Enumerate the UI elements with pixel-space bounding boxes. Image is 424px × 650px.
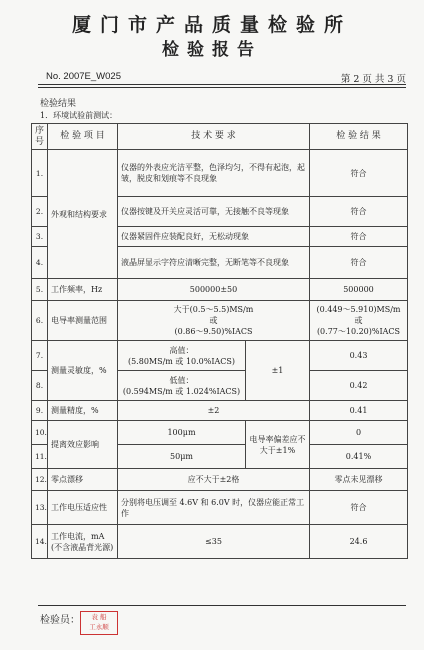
req-cell: 低值： (0.594MS/m 或 1.024%IACS)	[118, 371, 246, 401]
row-no: 2.	[32, 197, 48, 227]
table-row	[32, 421, 408, 445]
section-title: 检验结果	[40, 99, 77, 109]
tolerance-cell: ±1	[246, 341, 310, 401]
req-cell: 高值： (5.80MS/m 或 10.0%IACS)	[118, 341, 246, 371]
inspector-label: 检验员：	[40, 615, 80, 626]
header-result: 检 验 结 果	[310, 124, 408, 150]
item-cell: 测量灵敏度，%	[48, 341, 118, 401]
table-row	[32, 491, 408, 525]
page-number: 第 2 页 共 3 页	[340, 74, 406, 85]
result-cell: 零点未见漂移	[310, 469, 408, 491]
row-no: 1.	[32, 150, 48, 197]
result-cell: 0.42	[310, 371, 408, 401]
req-cell: 分别将电压调至 4.6V 和 6.0V 时，仪器应能正常工作	[118, 491, 310, 525]
item-cell: 外观和结构要求	[48, 150, 118, 279]
row-no: 6.	[32, 301, 48, 341]
report-number: No. 2007E_W025	[46, 71, 121, 82]
result-cell: 符合	[310, 150, 408, 197]
row-no: 8.	[32, 371, 48, 401]
tolerance-cell: 电导率偏差应不大于±1%	[246, 421, 310, 469]
row-no: 9.	[32, 401, 48, 421]
results-table	[31, 123, 408, 559]
footer-divider	[38, 605, 406, 606]
table-row	[32, 150, 408, 197]
table-row	[32, 469, 408, 491]
header-seq: 序号	[32, 124, 48, 150]
item-cell: 工作电流，mA (不含液晶背光源)	[48, 525, 118, 559]
row-no: 7.	[32, 341, 48, 371]
section-subtitle: 1．环境试验前测试：	[40, 111, 118, 120]
row-no: 3.	[32, 227, 48, 247]
report-subtitle: 检验报告	[162, 40, 262, 60]
req-cell: 50μm	[118, 445, 246, 469]
req-cell: ≤35	[118, 525, 310, 559]
inspector-stamp: 袁 船 工永顺	[80, 611, 118, 635]
table-row	[32, 525, 408, 559]
row-no: 10.	[32, 421, 48, 445]
result-cell: 符合	[310, 227, 408, 247]
report-title: 厦门市产品质量检验所	[71, 14, 352, 36]
header-divider-thin	[38, 87, 406, 88]
req-cell: 仪器的外表应光洁平整，色泽均匀，不得有起泡，起皱，脱皮和划痕等不良现象	[118, 150, 310, 197]
result-cell: (0.449～5.910)MS/m 或 (0.77～10.20)%IACS	[310, 301, 408, 341]
item-cell: 提离效应影响	[48, 421, 118, 469]
result-cell: 符合	[310, 197, 408, 227]
row-no: 13.	[32, 491, 48, 525]
req-cell: ±2	[118, 401, 310, 421]
req-cell: 应不大于±2格	[118, 469, 310, 491]
table-row	[32, 401, 408, 421]
result-cell: 500000	[310, 279, 408, 301]
req-cell: 液晶屏显示字符应清晰完整，无断笔等不良现象	[118, 247, 310, 279]
result-cell: 0.41%	[310, 445, 408, 469]
header-item: 检 验 项 目	[48, 124, 118, 150]
row-no: 12.	[32, 469, 48, 491]
result-cell: 0.43	[310, 341, 408, 371]
req-cell: 仪器紧固件应装配良好，无松动现象	[118, 227, 310, 247]
req-cell: 500000±50	[118, 279, 310, 301]
table-row	[32, 341, 408, 371]
result-cell: 符合	[310, 491, 408, 525]
result-cell: 24.6	[310, 525, 408, 559]
item-cell: 零点漂移	[48, 469, 118, 491]
req-cell: 大于(0.5～5.5)MS/m 或 (0.86～9.50)%IACS	[118, 301, 310, 341]
row-no: 5.	[32, 279, 48, 301]
result-cell: 0	[310, 421, 408, 445]
req-cell: 100μm	[118, 421, 246, 445]
result-cell: 0.41	[310, 401, 408, 421]
item-cell: 工作电压适应性	[48, 491, 118, 525]
row-no: 4.	[32, 247, 48, 279]
item-cell: 电导率测量范围	[48, 301, 118, 341]
item-cell: 测量精度，%	[48, 401, 118, 421]
header-req: 技 术 要 求	[118, 124, 310, 150]
req-cell: 仪器按键及开关应灵活可靠，无接触不良等现象	[118, 197, 310, 227]
table-row	[32, 279, 408, 301]
row-no: 11.	[32, 445, 48, 469]
row-no: 14.	[32, 525, 48, 559]
table-row	[32, 301, 408, 341]
result-cell: 符合	[310, 247, 408, 279]
table-header-row	[32, 124, 408, 150]
header-divider	[38, 84, 406, 85]
item-cell: 工作频率，Hz	[48, 279, 118, 301]
